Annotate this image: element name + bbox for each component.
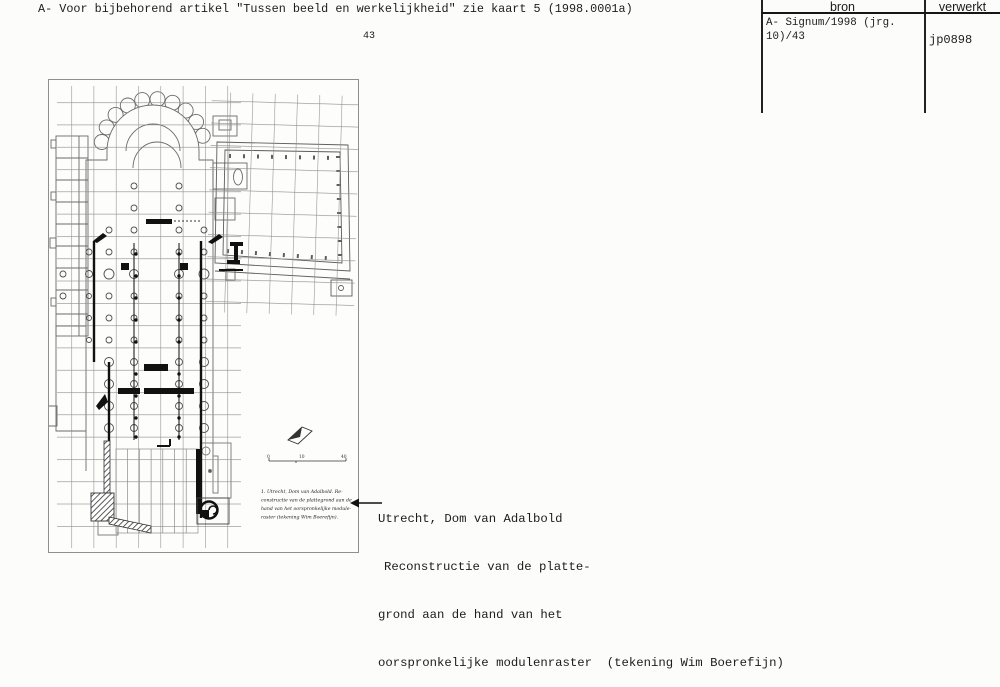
figure-caption-line: raster (tekening Wim Boerefijn). bbox=[261, 515, 339, 521]
arrowhead-left bbox=[350, 499, 359, 508]
typed-caption-line2: Reconstructie van de platte- bbox=[384, 560, 591, 574]
column-header-bron: bron bbox=[829, 0, 856, 14]
header-note: A- Voor bijbehorend artikel "Tussen beeld en werkelijkheid" zie kaart 5 (1998.0001a) bbox=[38, 2, 633, 16]
cell-bron-line2: 10)/43 bbox=[766, 31, 805, 43]
cell-bron bbox=[766, 16, 896, 44]
cell-verwerkt: jp0898 bbox=[929, 33, 973, 47]
typed-caption-line4: oorspronkelijke modulenraster (tekening Wim Boerefijn) bbox=[378, 656, 784, 670]
figure-caption bbox=[261, 489, 352, 521]
figure-caption-line: 1. Utrecht, Dom van Adalbold. Re- bbox=[261, 490, 343, 495]
north-arrow bbox=[288, 427, 312, 444]
scale-bar bbox=[269, 458, 346, 463]
scale-labels bbox=[267, 455, 347, 460]
scale-label-40: 40 bbox=[341, 455, 347, 460]
table-border-left bbox=[761, 0, 763, 113]
page-number: 43 bbox=[363, 31, 376, 42]
floorplan-scan bbox=[48, 79, 359, 553]
figure-caption-line: constructie van de plattegrond aan de bbox=[261, 498, 352, 504]
scale-label-0: 0 bbox=[267, 455, 270, 460]
module-grid-right bbox=[206, 92, 358, 316]
table-border-middle bbox=[924, 0, 926, 113]
figure-caption-line: hand van het oorspronkelijke module- bbox=[261, 507, 352, 512]
cell-bron-line1: A- Signum/1998 (jrg. bbox=[766, 17, 896, 29]
scale-label-10: 10 bbox=[299, 455, 305, 460]
typed-caption bbox=[378, 479, 784, 687]
typed-caption-line1: Utrecht, Dom van Adalbold bbox=[378, 512, 563, 526]
column-header-verwerkt: verwerkt bbox=[938, 0, 987, 14]
typed-caption-line3: grond aan de hand van het bbox=[378, 608, 563, 622]
floorplan-drawing bbox=[49, 80, 358, 552]
